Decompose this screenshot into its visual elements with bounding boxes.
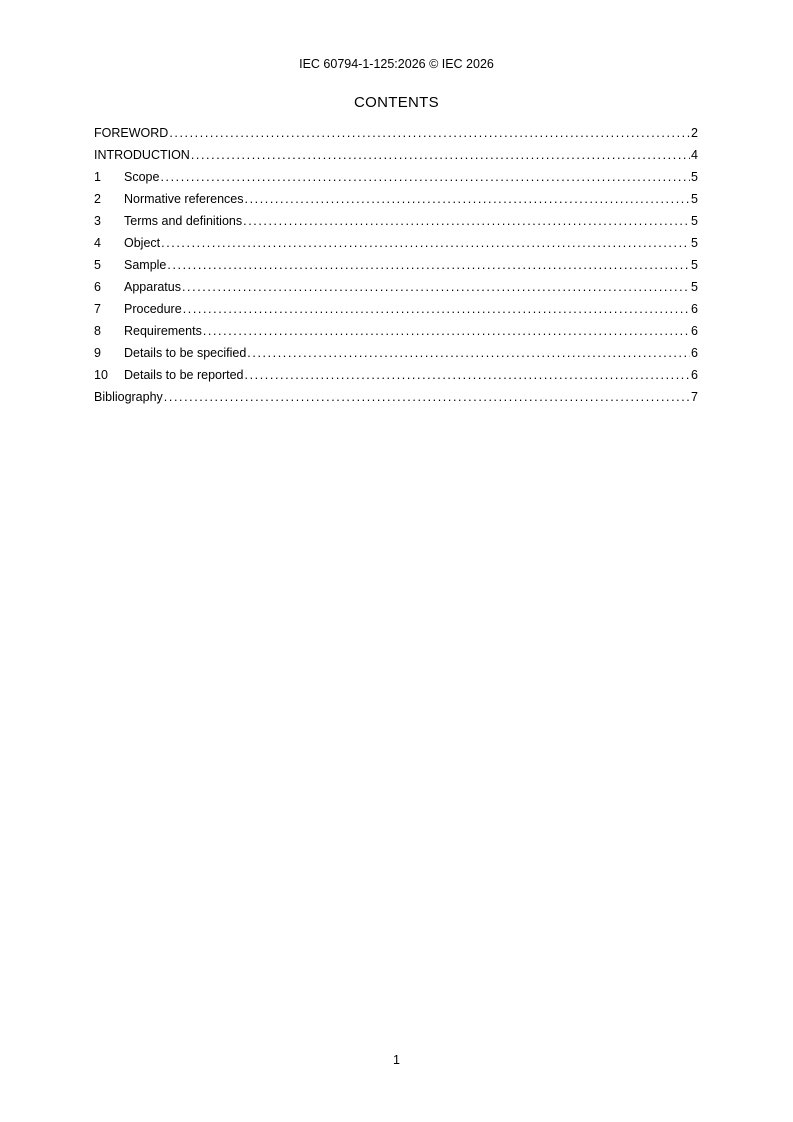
toc-entry-number: 1 — [94, 170, 101, 184]
toc-entry-foreword[interactable] — [94, 124, 698, 146]
contents-title: CONTENTS — [354, 94, 439, 111]
toc-entry-apparatus[interactable] — [94, 278, 698, 300]
toc-leader-dots — [191, 146, 690, 164]
toc-leader-dots — [245, 190, 691, 208]
toc-entry-normative-references[interactable] — [94, 190, 698, 212]
toc-entry-label: Scope — [124, 170, 160, 184]
toc-entry-label: Sample — [124, 258, 167, 272]
toc-entry-number: 9 — [94, 346, 101, 360]
page-header: IEC 60794-1-125:2026 © IEC 2026 — [299, 57, 494, 71]
toc-entry-label: Object — [124, 236, 161, 250]
toc-entry-label: Details to be specified — [124, 346, 247, 360]
table-of-contents — [94, 124, 698, 410]
toc-entry-details-to-be-specified[interactable] — [94, 344, 698, 366]
toc-entry-sample[interactable] — [94, 256, 698, 278]
toc-entry-number: 8 — [94, 324, 101, 338]
page-number: 1 — [393, 1053, 400, 1067]
toc-entry-label: Details to be reported — [124, 368, 244, 382]
toc-entry-number: 3 — [94, 214, 101, 228]
toc-entry-label: Requirements — [124, 324, 202, 338]
toc-entry-object[interactable] — [94, 234, 698, 256]
toc-entry-number: 10 — [94, 368, 108, 382]
toc-leader-dots — [160, 168, 690, 186]
toc-entry-label: Normative references — [124, 192, 244, 206]
toc-entry-number: 7 — [94, 302, 101, 316]
toc-entry-page: 6 — [691, 302, 698, 316]
toc-leader-dots — [247, 344, 690, 362]
toc-leader-dots — [183, 300, 690, 318]
toc-entry-page: 7 — [691, 390, 698, 404]
toc-entry-details-to-be-reported[interactable] — [94, 366, 698, 388]
toc-entry-page: 6 — [691, 324, 698, 338]
toc-entry-page: 6 — [691, 368, 698, 382]
toc-entry-label: Bibliography — [94, 390, 163, 404]
toc-entry-label: Terms and definitions — [124, 214, 243, 228]
toc-leader-dots — [245, 366, 691, 384]
toc-entry-requirements[interactable] — [94, 322, 698, 344]
toc-entry-scope[interactable] — [94, 168, 698, 190]
toc-entry-page: 5 — [691, 214, 698, 228]
toc-entry-number: 4 — [94, 236, 101, 250]
toc-entry-label: FOREWORD — [94, 126, 169, 140]
toc-entry-label: INTRODUCTION — [94, 148, 190, 162]
toc-entry-label: Apparatus — [124, 280, 181, 294]
toc-leader-dots — [182, 278, 690, 296]
toc-entry-bibliography[interactable] — [94, 388, 698, 410]
toc-entry-page: 5 — [691, 170, 698, 184]
toc-entry-page: 4 — [691, 148, 698, 162]
toc-entry-page: 6 — [691, 346, 698, 360]
toc-leader-dots — [161, 234, 690, 252]
toc-leader-dots — [243, 212, 690, 230]
toc-entry-terms-and-definitions[interactable] — [94, 212, 698, 234]
toc-leader-dots — [169, 124, 690, 142]
toc-leader-dots — [203, 322, 690, 340]
toc-entry-number: 6 — [94, 280, 101, 294]
toc-leader-dots — [167, 256, 690, 274]
toc-entry-page: 5 — [691, 280, 698, 294]
toc-entry-page: 5 — [691, 192, 698, 206]
toc-entry-page: 2 — [691, 126, 698, 140]
toc-leader-dots — [164, 388, 690, 406]
toc-entry-label: Procedure — [124, 302, 182, 316]
toc-entry-number: 2 — [94, 192, 101, 206]
toc-entry-page: 5 — [691, 258, 698, 272]
toc-entry-page: 5 — [691, 236, 698, 250]
toc-entry-number: 5 — [94, 258, 101, 272]
toc-entry-introduction[interactable] — [94, 146, 698, 168]
toc-entry-procedure[interactable] — [94, 300, 698, 322]
